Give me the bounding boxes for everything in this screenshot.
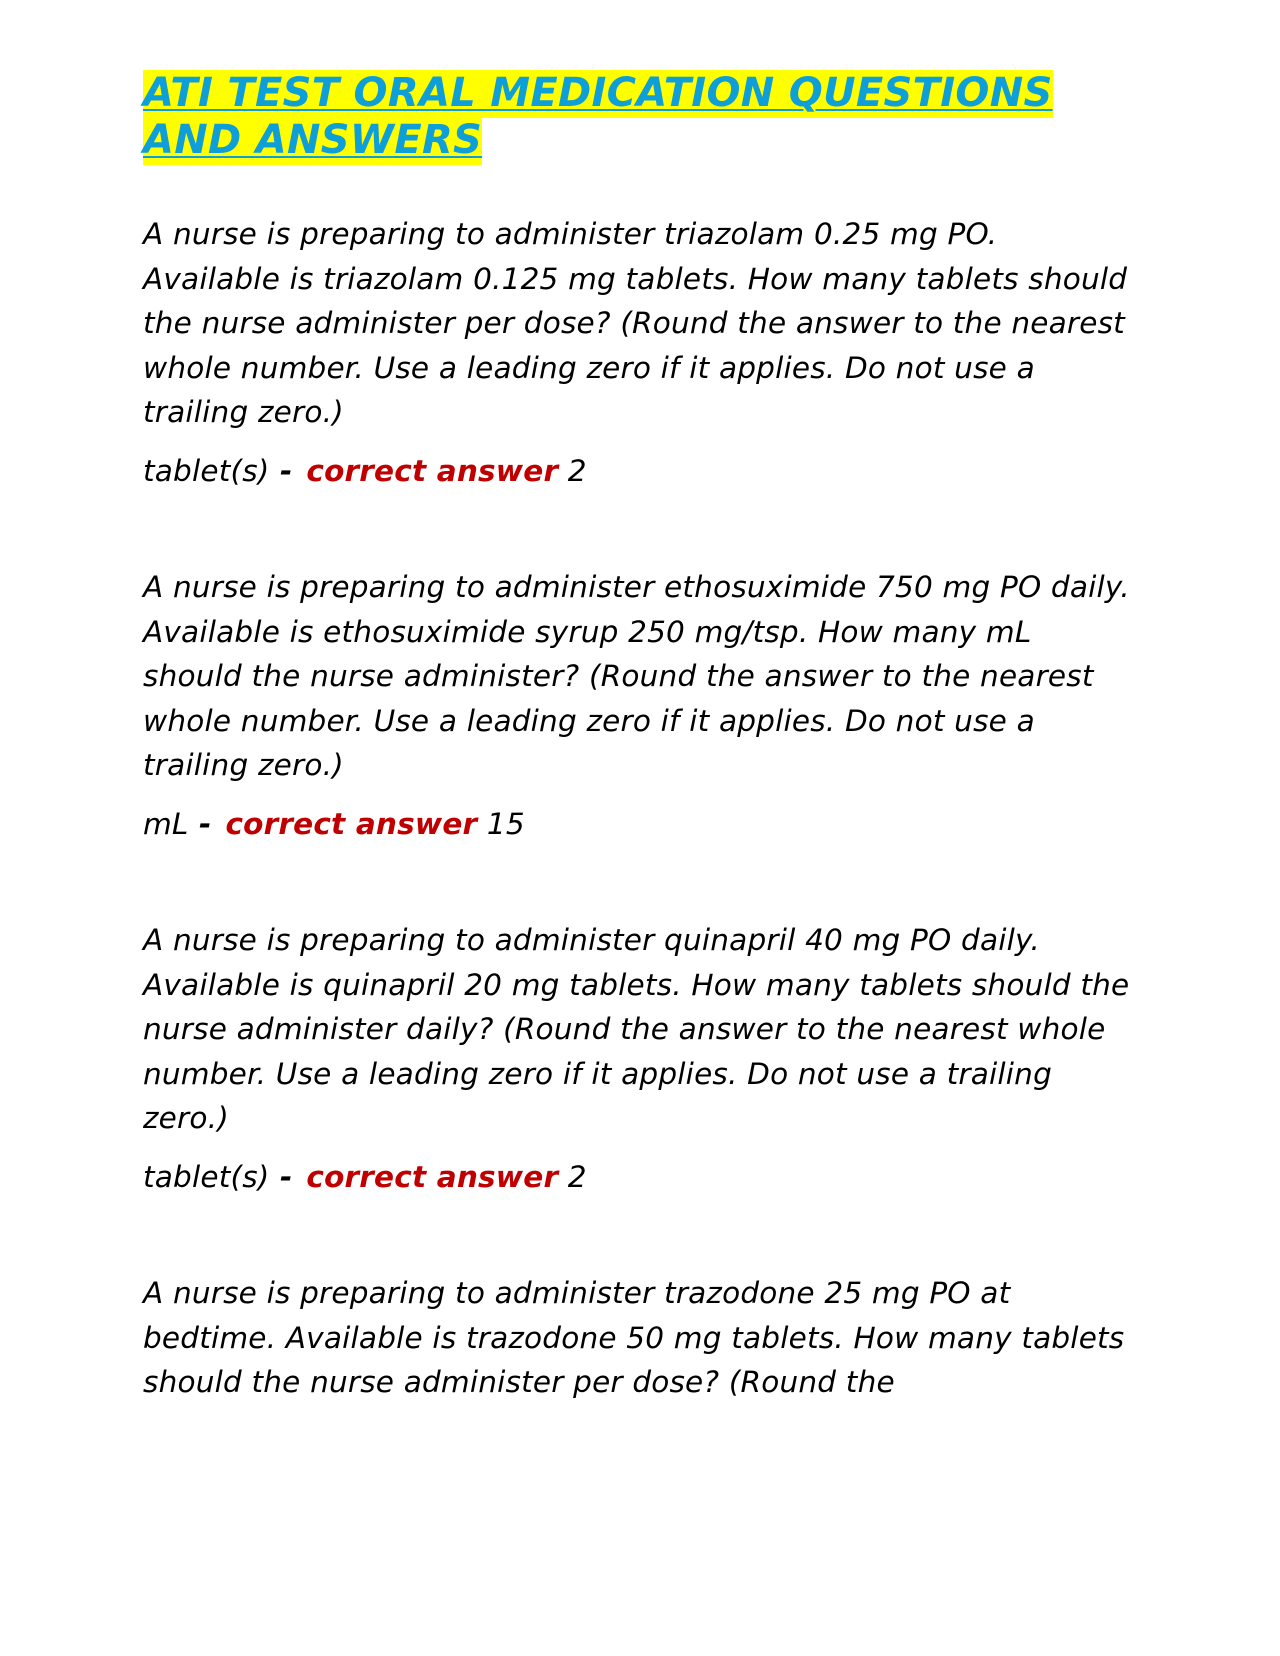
answer-dash: - xyxy=(269,1159,293,1194)
question-block-2 xyxy=(143,565,1133,846)
correct-answer-label: correct answer xyxy=(306,1159,559,1194)
question-text: A nurse is preparing to administer ethosuximide 750 mg PO daily. Available is ethosuximide syrup 250 mg/tsp. How many mL should the nurse administer? (Round the answer to the nearest whole number. Use a leading zero if it applies. Do not use a trailing zero.) xyxy=(143,570,1130,782)
title-line-2: AND ANSWERS xyxy=(143,117,483,163)
correct-answer-label: correct answer xyxy=(225,806,478,841)
answer-value: 15 xyxy=(477,806,525,841)
document-page xyxy=(143,70,1133,1405)
answer-dash: - xyxy=(269,453,293,488)
question-text: A nurse is preparing to administer trazodone 25 mg PO at bedtime. Available is trazodone 50 mg tablets. How many tablets should the nurse administer per dose? (Round the xyxy=(143,1276,1125,1399)
question-block-1 xyxy=(143,212,1133,493)
title-line-1: ATI TEST ORAL MEDICATION QUESTIONS xyxy=(143,70,1053,116)
answer-unit: mL xyxy=(143,806,189,841)
answer-line xyxy=(143,1155,1133,1200)
answer-value: 2 xyxy=(558,453,587,488)
answer-dash: - xyxy=(188,806,212,841)
question-block-3 xyxy=(143,918,1133,1199)
question-text: A nurse is preparing to administer quinapril 40 mg PO daily. Available is quinapril 20 mg tablets. How many tablets should the nurse administer daily? (Round the answer to the nearest whole number. Use a leading zero if it applies. Do not use a trailing zero.) xyxy=(143,923,1130,1135)
answer-value: 2 xyxy=(558,1159,587,1194)
answer-unit: tablet(s) xyxy=(143,1159,270,1194)
answer-line xyxy=(143,449,1133,494)
answer-unit: tablet(s) xyxy=(143,453,270,488)
document-title xyxy=(143,70,1133,164)
question-block-4 xyxy=(143,1271,1133,1405)
question-text: A nurse is preparing to administer triazolam 0.25 mg PO. Available is triazolam 0.125 mg tablets. How many tablets should the nurse administer per dose? (Round the answer to the nearest whole number. Use a leading zero if it applies. Do not use a trailing zero.) xyxy=(143,217,1128,429)
answer-line xyxy=(143,802,1133,847)
correct-answer-label: correct answer xyxy=(306,453,559,488)
